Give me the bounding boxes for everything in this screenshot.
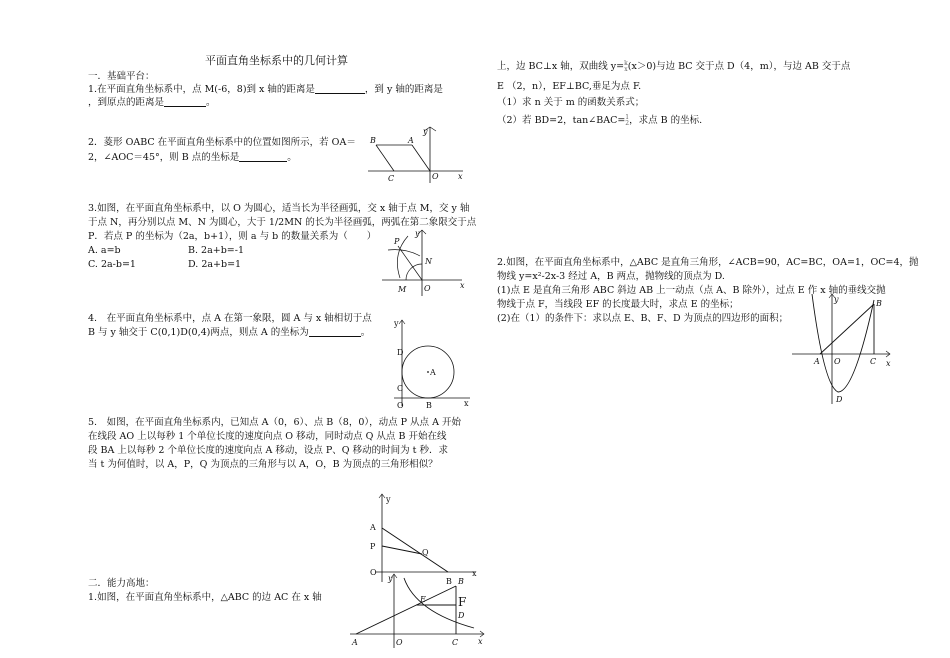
label-o: O: [834, 357, 841, 366]
label-f: F: [458, 595, 467, 609]
fraction-one-half: 1 2: [625, 113, 630, 127]
label-y: y: [415, 229, 420, 238]
page-title: 平面直角坐标系中的几何计算: [205, 54, 348, 67]
label-y: y: [386, 495, 391, 504]
label-b: B: [370, 136, 376, 145]
label-q: Q: [422, 548, 429, 557]
fraction-k-over-x: k x: [624, 59, 628, 73]
label-x: x: [472, 569, 477, 578]
label-a: A: [408, 136, 414, 145]
label-x: x: [464, 399, 469, 408]
question-1-1: 1.在平面直角坐标系中，点 M(-6，8)到 x 轴的距离是 ，到 y 轴的距离是: [88, 84, 443, 95]
label-m: M: [398, 285, 407, 294]
label-c: C: [452, 638, 459, 647]
question-1-5: 5. 如图，在平面直角坐标系内，已知点 A（0，6）、点 B（8，0），动点 P 从点 A 开始: [88, 417, 461, 428]
answer-blank[interactable]: [239, 150, 287, 162]
label-d: D: [397, 348, 404, 357]
answer-blank[interactable]: [315, 82, 365, 94]
label-a: A: [352, 638, 358, 647]
label-p: P: [370, 542, 376, 551]
label-y: y: [394, 319, 399, 328]
label-o: O: [424, 284, 431, 293]
label-y: y: [834, 295, 839, 304]
label-x: x: [460, 281, 465, 290]
label-a: A: [814, 357, 820, 366]
label-b: B: [876, 299, 882, 308]
question-2-1: 1.如图，在平面直角坐标系中，△ABC 的边 AC 在 x 轴: [88, 592, 322, 603]
label-e: E: [420, 595, 426, 604]
question-1-2: 2．菱形 OABC 在平面直角坐标系中的位置如图所示，若 OA＝: [88, 137, 356, 148]
label-o: O: [397, 401, 404, 410]
question-2-2-l3: (1)点 E 是直角三角形 ABC 斜边 AB 上一动点（点 A、B 除外），过点 E 作 x 轴的垂线交抛: [497, 285, 886, 296]
label-x: x: [478, 637, 483, 646]
question-2-2-l5: (2)在（1）的条件下：求以点 E、B、F、D 为顶点的四边形的面积；: [497, 313, 789, 324]
question-2-2-l4: 物线于点 F，当线段 EF 的长度最大时，求点 E 的坐标；: [497, 299, 739, 310]
label-d: D: [836, 395, 843, 404]
answer-blank[interactable]: [309, 325, 361, 337]
question-1-5-l3: 段 BA 上以每秒 2 个单位长度的速度向点 A 移动，设点 P、Q 移动的时间为 t 秒．求: [88, 445, 448, 456]
question-1-4-cont: B 与 y 轴交于 C(0,1)D(0,4)两点，则点 A 的坐标为 。: [88, 327, 371, 338]
parabola-figure: [790, 292, 894, 408]
answer-blank[interactable]: [164, 95, 206, 107]
question-1-5-l2: 在线段 AO 上以每秒 1 个单位长度的速度向点 O 移动，同时动点 Q 从点 B 开始在线: [88, 431, 447, 442]
label-x: x: [886, 359, 891, 368]
question-2-2: 2.如图，在平面直角坐标系中，△ABC 是直角三角形，∠ACB=90，AC=BC，OA=1，OC=4，抛: [497, 257, 919, 268]
label-y: y: [388, 574, 393, 583]
section-two-heading: 二．能力高地：: [88, 578, 155, 589]
label-a: A: [430, 368, 436, 377]
label-c: C: [388, 174, 395, 183]
label-n: N: [425, 257, 432, 266]
option-a[interactable]: A. a=b: [88, 245, 121, 256]
section-one-heading: 一．基础平台：: [88, 71, 155, 82]
label-d: D: [458, 611, 465, 620]
label-o: O: [370, 568, 377, 577]
question-1-1-cont: ，到原点的距离是 。: [88, 97, 216, 108]
label-x: x: [458, 172, 463, 181]
question-1-3-l3: P．若点 P 的坐标为（2a，b+1），则 a 与 b 的数量关系为（ ）: [88, 231, 377, 242]
label-b: B: [446, 577, 452, 586]
question-2-1-l2: E （2，n），EF⊥BC,垂足为点 F.: [497, 81, 642, 92]
circle-figure: [392, 318, 472, 410]
question-1-4: 4. 在平面直角坐标系中，点 A 在第一象限，圆 A 与 x 轴相切于点: [88, 313, 372, 324]
option-d[interactable]: D. 2a+b=1: [188, 259, 242, 270]
option-b[interactable]: B. 2a+b=-1: [188, 245, 244, 256]
hyperbola-figure: [350, 572, 490, 652]
rhombus-figure: [368, 125, 468, 185]
question-2-2-l2: 物线 y=x²-2x-3 经过 A，B 两点，抛物线的顶点为 D.: [497, 271, 725, 282]
question-2-1-l4: （2）若 BD=2，tan∠BAC=1 2，求点 B 的坐标.: [497, 113, 703, 127]
arcs-figure: [380, 228, 470, 298]
label-a: A: [370, 523, 376, 532]
question-1-2-cont: 2，∠AOC＝45°，则 B 点的坐标是 。: [88, 152, 297, 163]
label-c: C: [397, 384, 404, 393]
label-b: B: [426, 401, 432, 410]
question-1-3: 3.如图，在平面直角坐标系中，以 O 为圆心，适当长为半径画弧，交 x 轴于点 M，交 y 轴: [88, 203, 470, 214]
label-c: C: [870, 357, 877, 366]
label-o: O: [432, 172, 439, 181]
question-2-1-cont: 上，边 BC⊥x 轴，双曲线 y=k x(x＞0)与边 BC 交于点 D（4，m），与边 AB 交于点: [497, 59, 851, 73]
label-b: B: [458, 577, 464, 586]
option-c[interactable]: C. 2a-b=1: [88, 259, 136, 270]
label-p: P: [394, 237, 400, 246]
question-1-3-l2: 于点 N，再分别以点 M、N 为圆心，大于 1/2MN 的长为半径画弧，两弧在第二象限交于点: [88, 217, 477, 228]
label-o: O: [396, 638, 403, 647]
question-2-1-l3: （1）求 n 关于 m 的函数关系式；: [497, 97, 645, 108]
question-1-5-l4: 当 t 为何值时，以 A，P，Q 为顶点的三角形与以 A，O，B 为顶点的三角形相似？: [88, 459, 438, 470]
label-y: y: [423, 127, 428, 136]
